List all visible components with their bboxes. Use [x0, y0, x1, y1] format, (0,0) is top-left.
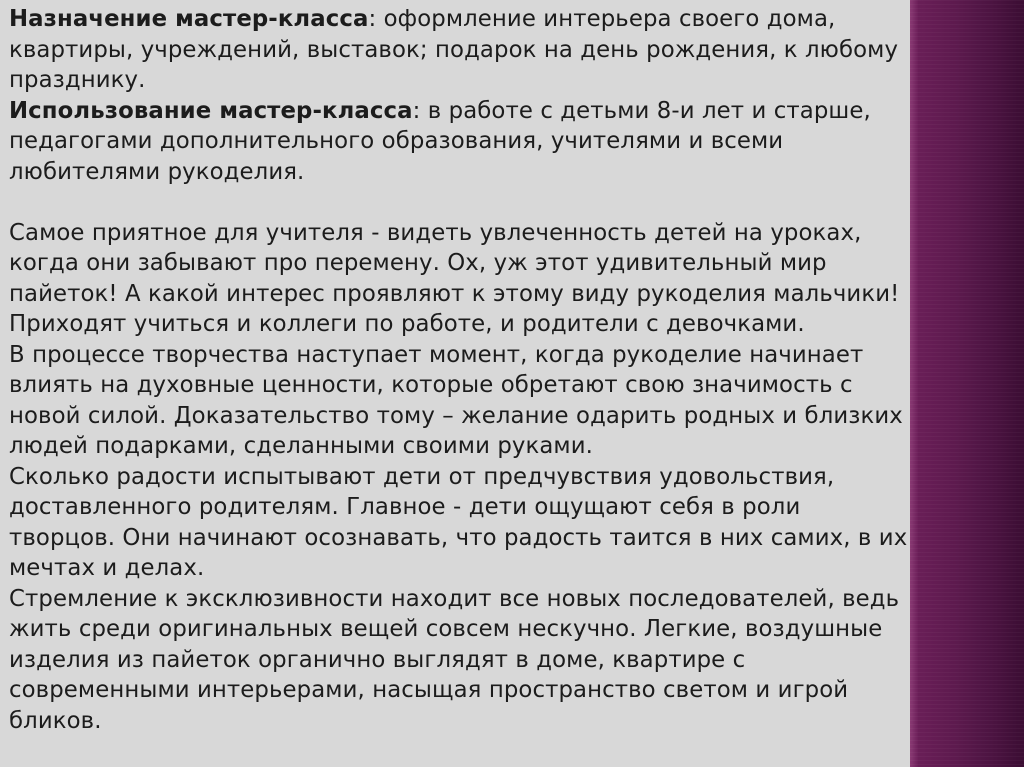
purpose-text: : оформление интерьера своего дома, квартиры, учреждений, выставок; подарок на день рождения, к любому празднику. [9, 6, 899, 93]
usage-paragraph [9, 96, 909, 188]
purpose-paragraph [9, 4, 909, 96]
text-body [9, 4, 909, 736]
decorative-side-band [910, 0, 1024, 767]
purpose-label: Назначение мастер-класса [9, 6, 369, 32]
body-paragraph-2: В процессе творчества наступает момент, когда рукоделие начинает влиять на духовные ценности, которые обретают свою значимость с новой силой. Доказательство тому – желание одарить родных и близких людей подарками, сделанными своими руками. [9, 341, 903, 459]
body-paragraph-1: Самое приятное для учителя - видеть увлеченность детей на уроках, когда они забывают про перемену. Ох, уж этот удивительный мир пайеток! А какой интерес проявляют к этому виду рукоделия мальчики! Приходят учиться и коллеги по работе, и родители с девочками. [9, 219, 900, 337]
usage-text: : в работе с детьми 8-и лет и старше, педагогами дополнительного образования, учителями и всеми любителями рукоделия. [9, 97, 871, 185]
paragraph-spacer [9, 187, 909, 218]
body-paragraph-4: Стремление к эксклюзивности находит все новых последователей, ведь жить среди оригинальных вещей совсем нескучно. Легкие, воздушные изделия из пайеток органично выглядят в доме, квартире с современными интерьерами, насыщая пространство светом и игрой бликов. [9, 585, 900, 734]
usage-label: Использование мастер-класса [9, 97, 413, 124]
body-paragraph-3: Сколько радости испытывают дети от предчувствия удовольствия, доставленного родителям. Главное - дети ощущают себя в роли творцов. Они начинают осознавать, что радость таится в них самих, в их мечтах и делах. [9, 463, 908, 581]
